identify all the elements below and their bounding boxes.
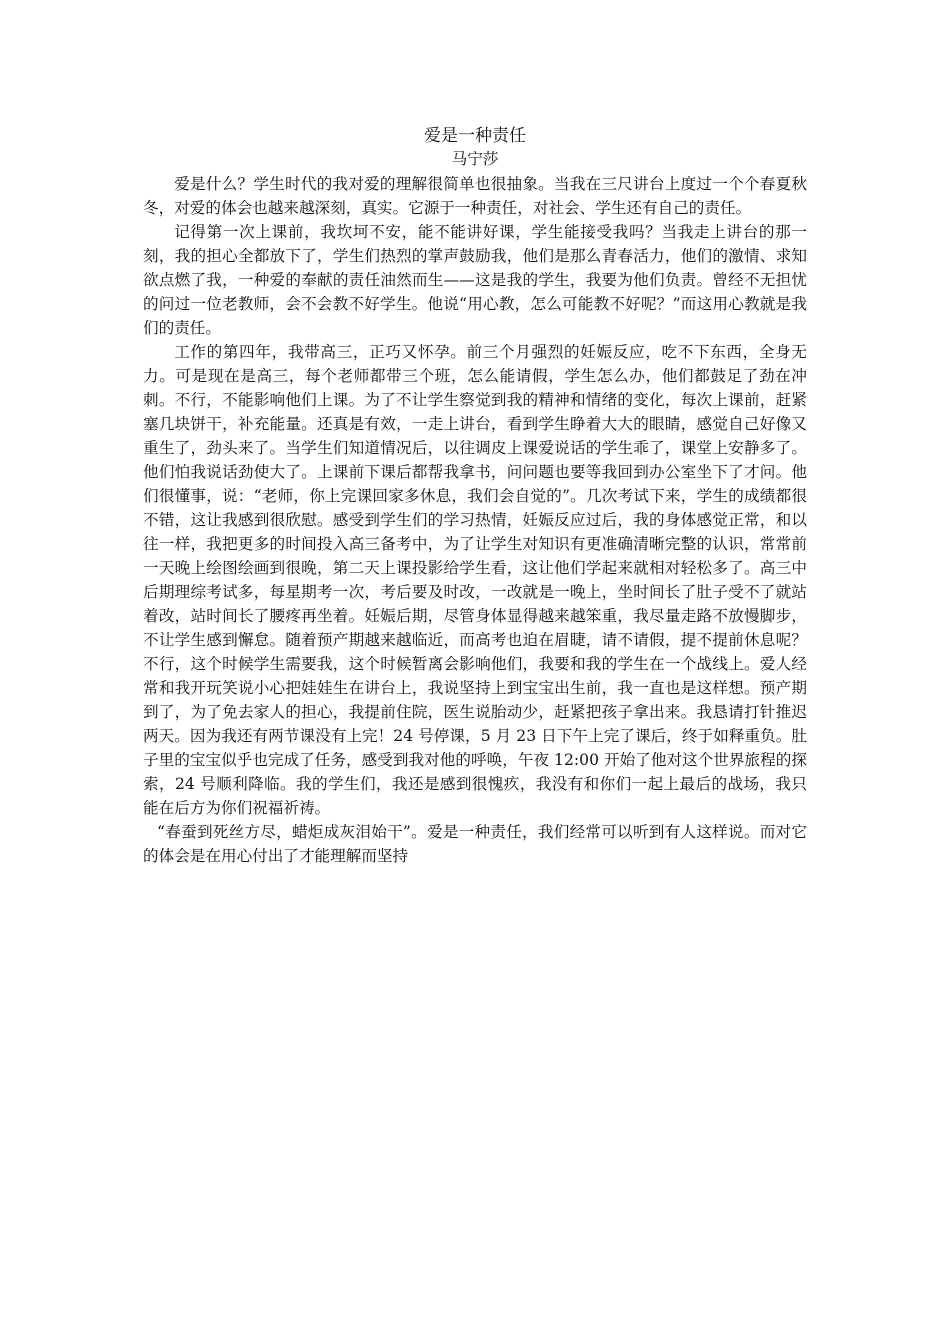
paragraph-3: 工作的第四年，我带高三，正巧又怀孕。前三个月强烈的妊娠反应，吃不下东西，全身无力。可是现在是高三，每个老师都带三个班，怎么能请假，学生怎么办，他们都鼓足了劲在冲刺。不行，不能影响他们上课。为了不让学生察觉到我的精神和情绪的变化，每次上课前，赶紧塞几块饼干，补充能量。还真是有效，一走上讲台，看到学生睁着大大的眼睛，感觉自己好像又重生了，劲头来了。当学生们知道情况后，以往调皮上课爱说话的学生乖了，课堂上安静多了。他们怕我说话劲使大了。上课前下课后都帮我拿书，问问题也要等我回到办公室坐下了才问。他们很懂事，说：“老师，你上完课回家多休息，我们会自觉的”。几次考试下来，学生的成绩都很不错，这让我感到很欣慰。感受到学生们的学习热情，妊娠反应过后，我的身体感觉正常，和以往一样，我把更多的时间投入高三备考中，为了让学生对知识有更准确清晰完整的认识，常常前一天晚上绘图绘画到很晚，第二天上课投影给学生看，这让他们学起来就相对轻松多了。高三中后期理综考试多，每星期考一次，考后要及时改，一改就是一晚上，坐时间长了肚子受不了就站着改，站时间长了腰疼再坐着。妊娠后期，尽管身体显得越来越笨重，我尽量走路不放慢脚步，不让学生感到懈怠。随着预产期越来越临近，而高考也迫在眉睫，请不请假，提不提前休息呢？不行，这个时候学生需要我，这个时候暂离会影响他们，我要和我的学生在一个战线上。爱人经常和我开玩笑说小心把娃娃生在讲台上，我说坚持上到宝宝出生前，我一直也是这样想。预产期到了，为了免去家人的担心，我提前住院，医生说胎动少，赶紧把孩子拿出来。我恳请打针推迟两天。因为我还有两节课没有上完！24 号停课，5 月 23 日下午上完了课后，终于如释重负。肚子里的宝宝似乎也完成了任务，感受到我对他的呼唤，午夜 12:00 开始了他对这个世界旅程的探索，24 号顺利降临。我的学生们，我还是感到很愧疚，我没有和你们一起上最后的战场，我只能在后方为你们祝福祈祷。 bbox=[143, 343, 807, 817]
document-title: 爱是一种责任 bbox=[424, 126, 526, 146]
paragraph-4: “春蚕到死丝方尽，蜡炬成灰泪始干”。爱是一种责任，我们经常可以听到有人这样说。而对它的体会是在用心付出了才能理解而坚持 bbox=[143, 823, 807, 865]
document-page bbox=[143, 124, 807, 868]
document-author: 马宁莎 bbox=[451, 150, 499, 168]
paragraph-2: 记得第一次上课前，我坎坷不安，能不能讲好课，学生能接受我吗？当我走上讲台的那一刻，我的担心全都放下了，学生们热烈的掌声鼓励我，他们是那么青春活力，他们的激情、求知欲点燃了我，一种爱的奉献的责任油然而生——这是我的学生，我要为他们负责。曾经不无担忧的问过一位老教师，会不会教不好学生。他说“用心教，怎么可能教不好呢？”而这用心教就是我们的责任。 bbox=[143, 223, 807, 337]
paragraph-1: 爱是什么？学生时代的我对爱的理解很简单也很抽象。当我在三尺讲台上度过一个个春夏秋冬，对爱的体会也越来越深刻，真实。它源于一种责任，对社会、学生还有自己的责任。 bbox=[143, 175, 807, 217]
